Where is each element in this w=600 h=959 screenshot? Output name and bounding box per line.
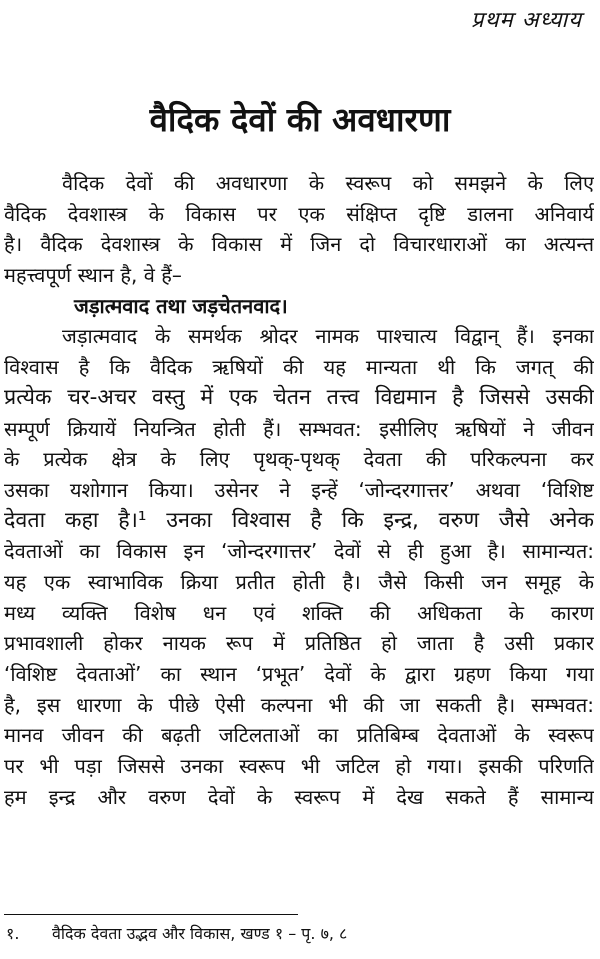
text-line: वैदिक देवशास्त्र के विकास पर एक संक्षिप्त दृष्टि डालना अनिवार्य	[4, 201, 594, 226]
footnote	[6, 922, 347, 944]
body-text	[4, 168, 594, 812]
text-line: ‘विशिष्ट देवताओं’ का स्थान ‘प्रभूत’ देवों के द्वारा ग्रहण किया गया	[4, 662, 594, 686]
text-line: वैदिक देवों की अवधारणा के स्वरूप को समझने के लिए	[62, 171, 594, 195]
footnote-text: वैदिक देवता उद्भव और विकास, खण्ड १ – पृ. ७, ८	[52, 924, 348, 943]
text-line: देवताओं का विकास इन ‘जोन्दरगात्तर’ देवों से ही हुआ है। सामान्यत:	[4, 539, 594, 564]
text-line: प्रत्येक चर-अचर वस्तु में एक चेतन तत्त्व विद्यमान है जिससे उसकी	[4, 384, 594, 410]
text-line: विश्वास है कि वैदिक ऋषियों की यह मान्यता थी कि जगत् की	[4, 355, 594, 380]
text-line: देवता कहा है।¹ उनका विश्वास है कि इन्द्र, वरुण जैसे अनेक	[4, 507, 594, 533]
text-line: प्रभावशाली होकर नायक रूप में प्रतिष्ठित हो जाता है उसी प्रकार	[4, 631, 594, 656]
text-line: है। वैदिक देवशास्त्र के विकास में जिन दो विचारधाराओं का अत्यन्त	[4, 232, 594, 257]
footnote-divider	[4, 914, 298, 915]
chapter-title: वैदिक देवों की अवधारणा	[149, 100, 451, 139]
text-line: पर भी पड़ा जिससे उनका स्वरूप भी जटिल हो गया। इसकी परिणति	[4, 754, 594, 779]
text-line: जड़ात्मवाद के समर्थक श्रोदर नामक पाश्चात्य विद्वान् हैं। इनका	[62, 324, 594, 349]
text-line: मानव जीवन की बढ़ती जटिलताओं का प्रतिबिम्ब देवताओं के स्वरूप	[4, 723, 594, 748]
text-line: सम्पूर्ण क्रियायें नियन्त्रित होती हैं। सम्भवत: इसीलिए ऋषियों ने जीवन	[4, 416, 594, 441]
text-line: हम इन्द्र और वरुण देवों के स्वरूप में देख सकते हैं सामान्य	[4, 784, 594, 809]
footnote-number: १.	[6, 924, 20, 943]
text-line: मध्य व्यक्ति विशेष धन एवं शक्ति की अधिकता के कारण	[4, 600, 594, 625]
text-line: के प्रत्येक क्षेत्र के लिए पृथक्-पृथक् देवता की परिकल्पना कर	[4, 447, 594, 472]
text-line: यह एक स्वाभाविक क्रिया प्रतीत होती है। जैसे किसी जन समूह के	[4, 569, 594, 594]
text-line: महत्त्वपूर्ण स्थान है, वे हैं–	[4, 263, 182, 288]
text-line: उसका यशोगान किया। उसेनर ने इन्हें ‘जोन्दरगात्तर’ अथवा ‘विशिष्ट	[4, 477, 594, 502]
text-line: है, इस धारणा के पीछे ऐसी कल्पना भी की जा सकती है। सम्भवत:	[4, 692, 594, 717]
section-subheading: जड़ात्मवाद तथा जड़चेतनवाद।	[74, 293, 288, 318]
running-head: प्रथम अध्याय	[470, 8, 582, 33]
